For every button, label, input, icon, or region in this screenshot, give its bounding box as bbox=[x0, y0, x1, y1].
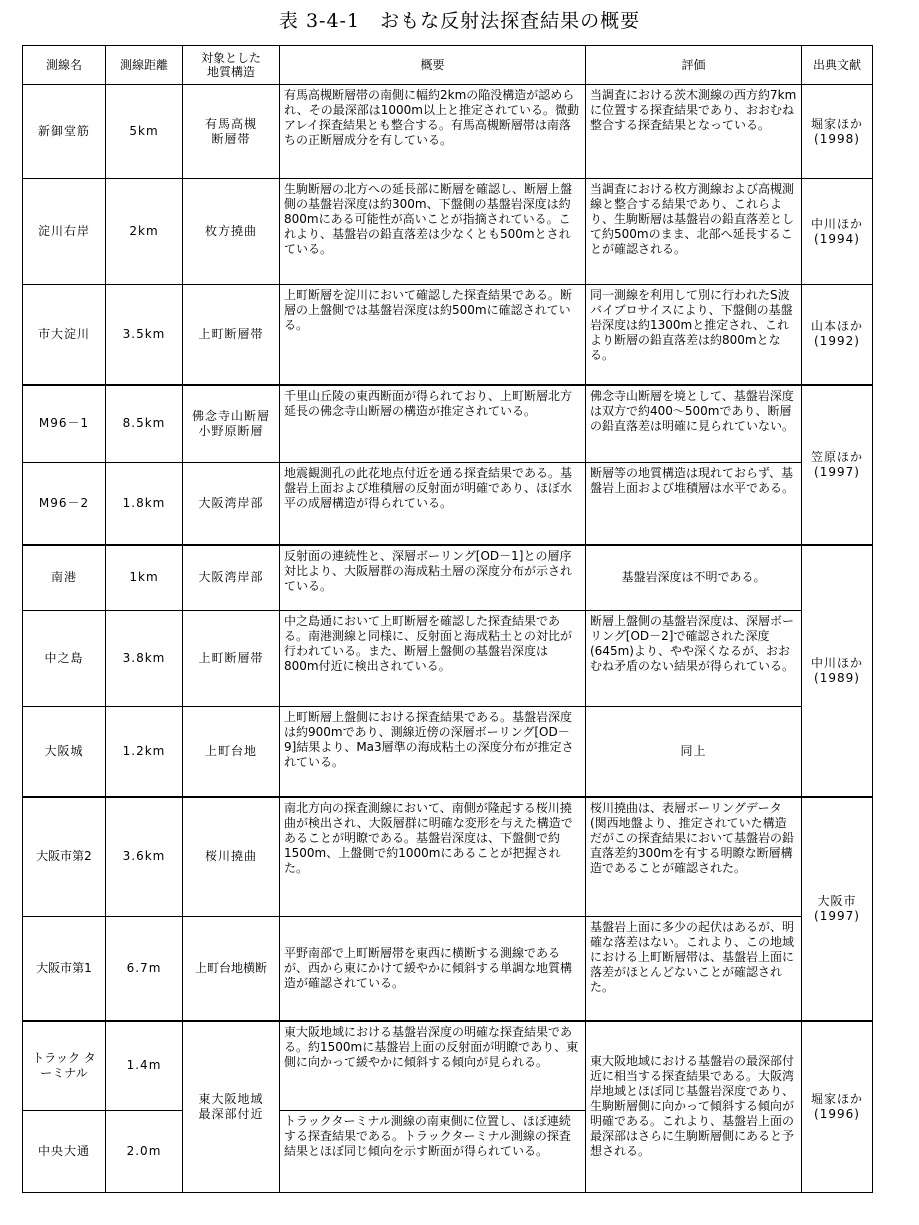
evaluation-cell: 桜川撓曲は、表層ボーリングデータ(関西地盤より、推定されていた構造だがこの探査結果において基盤岩の鉛直落差約300mを有する明瞭な断層構造であることが確認された。 bbox=[586, 797, 802, 917]
distance-cell: 2km bbox=[106, 179, 183, 285]
evaluation-cell: 当調査における枚方測線および高槻測線と整合する結果であり、これらより、生駒断層は基盤岩の鉛直落差として約500mのまま、北部へ延長することが確認される。 bbox=[586, 179, 802, 285]
line-name-cell: 淀川右岸 bbox=[23, 179, 106, 285]
line-name-cell: 南港 bbox=[23, 545, 106, 611]
summary-cell: 地震観測孔の此花地点付近を通る探査結果である。基盤岩上面および堆積層の反射面が明確であり、ほぼ水平の成層構造が得られている。 bbox=[280, 463, 586, 545]
line-name-cell: 大阪市第1 bbox=[23, 917, 106, 1021]
header-source: 出典文献 bbox=[802, 46, 873, 85]
header-summary: 概要 bbox=[280, 46, 586, 85]
header-structure bbox=[183, 46, 280, 85]
structure-cell: 上町断層帯 bbox=[183, 611, 280, 707]
structure-cell: 大阪湾岸部 bbox=[183, 545, 280, 611]
table-row bbox=[23, 707, 873, 797]
line-name-cell: 市大淀川 bbox=[23, 285, 106, 385]
structure-cell: 上町断層帯 bbox=[183, 285, 280, 385]
distance-cell: 6.7m bbox=[106, 917, 183, 1021]
summary-cell: 生駒断層の北方への延長部に断層を確認し、断層上盤側の基盤岩深度は約300m、下盤側の基盤岩深度は約800mにある可能性が高いことが指摘されている。これより、基盤岩の鉛直落差は少なくとも500mとされている。 bbox=[280, 179, 586, 285]
structure-text: 佛念寺山断層 小野原断層 bbox=[191, 408, 270, 438]
evaluation-cell: 基盤岩上面に多少の起伏はあるが、明確な落差はない。これより、この地域における上町断層帯は、基盤岩上面に落差がほとんどないことが確認された。 bbox=[586, 917, 802, 1021]
evaluation-cell: 断層上盤側の基盤岩深度は、深層ボーリング[OD－2]で確認された深度(645m)より、やや深くなるが、おおむね矛盾のない結果が得られている。 bbox=[586, 611, 802, 707]
source-text: 堀家ほか (1996) bbox=[810, 1091, 863, 1121]
table-row bbox=[23, 917, 873, 1021]
line-name-cell: 大阪市第2 bbox=[23, 797, 106, 917]
distance-cell: 2.0m bbox=[106, 1111, 183, 1193]
line-name-cell: 新御堂筋 bbox=[23, 85, 106, 179]
summary-cell: 上町断層を淀川において確認した探査結果である。断層の上盤側では基盤岩深度は約500mに確認されている。 bbox=[280, 285, 586, 385]
evaluation-cell: 東大阪地域における基盤岩の最深部付近に相当する探査結果である。大阪湾岸地域とほぼ同じ基盤岩深度であり、生駒断層側に向かって傾斜する傾向が明確である。これより、基盤岩上面の最深部はさらに生駒断層側にあると予想される。 bbox=[586, 1021, 802, 1193]
summary-cell: トラックターミナル測線の南東側に位置し、ほぼ連続する探査結果である。トラックターミナル測線の探査結果とほぼ同じ傾向を示す断面が得られている。 bbox=[280, 1111, 586, 1193]
source-cell bbox=[802, 797, 873, 1021]
evaluation-cell: 同上 bbox=[586, 707, 802, 797]
table-row bbox=[23, 385, 873, 463]
source-text: 大阪市 (1997) bbox=[814, 893, 860, 923]
summary-cell: 平野南部で上町断層帯を東西に横断する測線であるが、西から東にかけて緩やかに傾斜する単調な地質構造が確認されている。 bbox=[280, 917, 586, 1021]
structure-text: 有馬高槻断層帯 bbox=[204, 116, 257, 146]
summary-cell: 反射面の連続性と、深層ボーリング[OD－1]との層序対比より、大阪層群の海成粘土層の深度分布が示されている。 bbox=[280, 545, 586, 611]
header-line-name: 測線名 bbox=[23, 46, 106, 85]
header-distance: 測線距離 bbox=[106, 46, 183, 85]
structure-cell bbox=[183, 85, 280, 179]
source-cell bbox=[802, 1021, 873, 1193]
table-row bbox=[23, 611, 873, 707]
summary-cell: 中之島通において上町断層を確認した探査結果である。南港測線と同様に、反射面と海成粘土との対比が行われている。また、断層上盤側の基盤岩深度は800m付近に検出されている。 bbox=[280, 611, 586, 707]
distance-cell: 1.4m bbox=[106, 1021, 183, 1111]
structure-cell: 枚方撓曲 bbox=[183, 179, 280, 285]
line-name-cell: M96－1 bbox=[23, 385, 106, 463]
source-text: 笠原ほか (1997) bbox=[810, 449, 863, 479]
source-text: 中川ほか (1989) bbox=[810, 655, 863, 685]
structure-cell bbox=[183, 1021, 280, 1193]
table-row bbox=[23, 85, 873, 179]
table-row bbox=[23, 179, 873, 285]
line-name-cell: 大阪城 bbox=[23, 707, 106, 797]
summary-cell: 南北方向の探査測線において、南側が隆起する桜川撓曲が検出され、大阪層群に明確な変形を与えた構造であることが明瞭である。基盤岩深度は、下盤側で約1500m、上盤側で約1000mにあることが把握された。 bbox=[280, 797, 586, 917]
distance-cell: 3.5km bbox=[106, 285, 183, 385]
structure-cell: 大阪湾岸部 bbox=[183, 463, 280, 545]
evaluation-cell: 同一測線を利用して別に行われたS波バイブロサイスにより、下盤側の基盤岩深度は約1300mと推定され、これより断層の鉛直落差は約800mとなる。 bbox=[586, 285, 802, 385]
summary-cell: 有馬高槻断層帯の南側に幅約2kmの陥没構造が認められ、その最深部は1000m以上と推定されている。微動アレイ探査結果とも整合する。有馬高槻断層帯は南落ちの正断層成分を有している。 bbox=[280, 85, 586, 179]
structure-cell: 上町台地横断 bbox=[183, 917, 280, 1021]
source-text: 山本ほか (1992) bbox=[810, 319, 863, 349]
table-row bbox=[23, 1021, 873, 1111]
distance-cell: 5km bbox=[106, 85, 183, 179]
distance-cell: 3.8km bbox=[106, 611, 183, 707]
summary-cell: 東大阪地域における基盤岩深度の明確な探査結果である。約1500mに基盤岩上面の反射面が明瞭であり、東側に向かって緩やかに傾斜する傾向が見られる。 bbox=[280, 1021, 586, 1111]
structure-text: 東大阪地域 最深部付近 bbox=[198, 1091, 264, 1121]
summary-cell: 上町断層上盤側における探査結果である。基盤岩深度は約900mであり、測線近傍の深層ボーリング[OD－9]結果より、Ma3層準の海成粘土の深度分布が推定されている。 bbox=[280, 707, 586, 797]
source-text: 中川ほか (1994) bbox=[810, 216, 863, 246]
source-cell bbox=[802, 545, 873, 797]
line-name-cell bbox=[23, 1021, 106, 1111]
line-name-text: トラック ターミナル bbox=[32, 1050, 96, 1080]
summary-cell: 千里山丘陵の東西断面が得られており、上町断層北方延長の佛念寺山断層の構造が推定されている。 bbox=[280, 385, 586, 463]
line-name-cell: M96－2 bbox=[23, 463, 106, 545]
header-row bbox=[23, 46, 873, 85]
structure-cell bbox=[183, 385, 280, 463]
evaluation-cell: 基盤岩深度は不明である。 bbox=[586, 545, 802, 611]
table-row bbox=[23, 463, 873, 545]
source-cell bbox=[802, 285, 873, 385]
header-evaluation: 評価 bbox=[586, 46, 802, 85]
distance-cell: 1km bbox=[106, 545, 183, 611]
distance-cell: 1.8km bbox=[106, 463, 183, 545]
source-cell bbox=[802, 385, 873, 545]
distance-cell: 8.5km bbox=[106, 385, 183, 463]
results-table bbox=[22, 45, 873, 1193]
structure-cell: 上町台地 bbox=[183, 707, 280, 797]
evaluation-cell: 当調査における茨木測線の西方約7kmに位置する探査結果であり、おおむね整合する探査結果となっている。 bbox=[586, 85, 802, 179]
evaluation-cell: 佛念寺山断層を境として、基盤岩深度は双方で約400～500mであり、断層の鉛直落差は明確に見られていない。 bbox=[586, 385, 802, 463]
distance-cell: 1.2km bbox=[106, 707, 183, 797]
evaluation-cell: 断層等の地質構造は現れておらず、基盤岩上面および堆積層は水平である。 bbox=[586, 463, 802, 545]
source-cell bbox=[802, 179, 873, 285]
table-row bbox=[23, 545, 873, 611]
distance-cell: 3.6km bbox=[106, 797, 183, 917]
header-structure-text: 対象とした地質構造 bbox=[200, 51, 261, 79]
line-name-cell: 中央大通 bbox=[23, 1111, 106, 1193]
table-title: 表 3-4-1 おもな反射法探査結果の概要 bbox=[278, 10, 641, 32]
structure-cell: 桜川撓曲 bbox=[183, 797, 280, 917]
table-row bbox=[23, 285, 873, 385]
source-cell bbox=[802, 85, 873, 179]
line-name-cell: 中之島 bbox=[23, 611, 106, 707]
source-text: 堀家ほか (1998) bbox=[810, 116, 863, 146]
table-row bbox=[23, 797, 873, 917]
